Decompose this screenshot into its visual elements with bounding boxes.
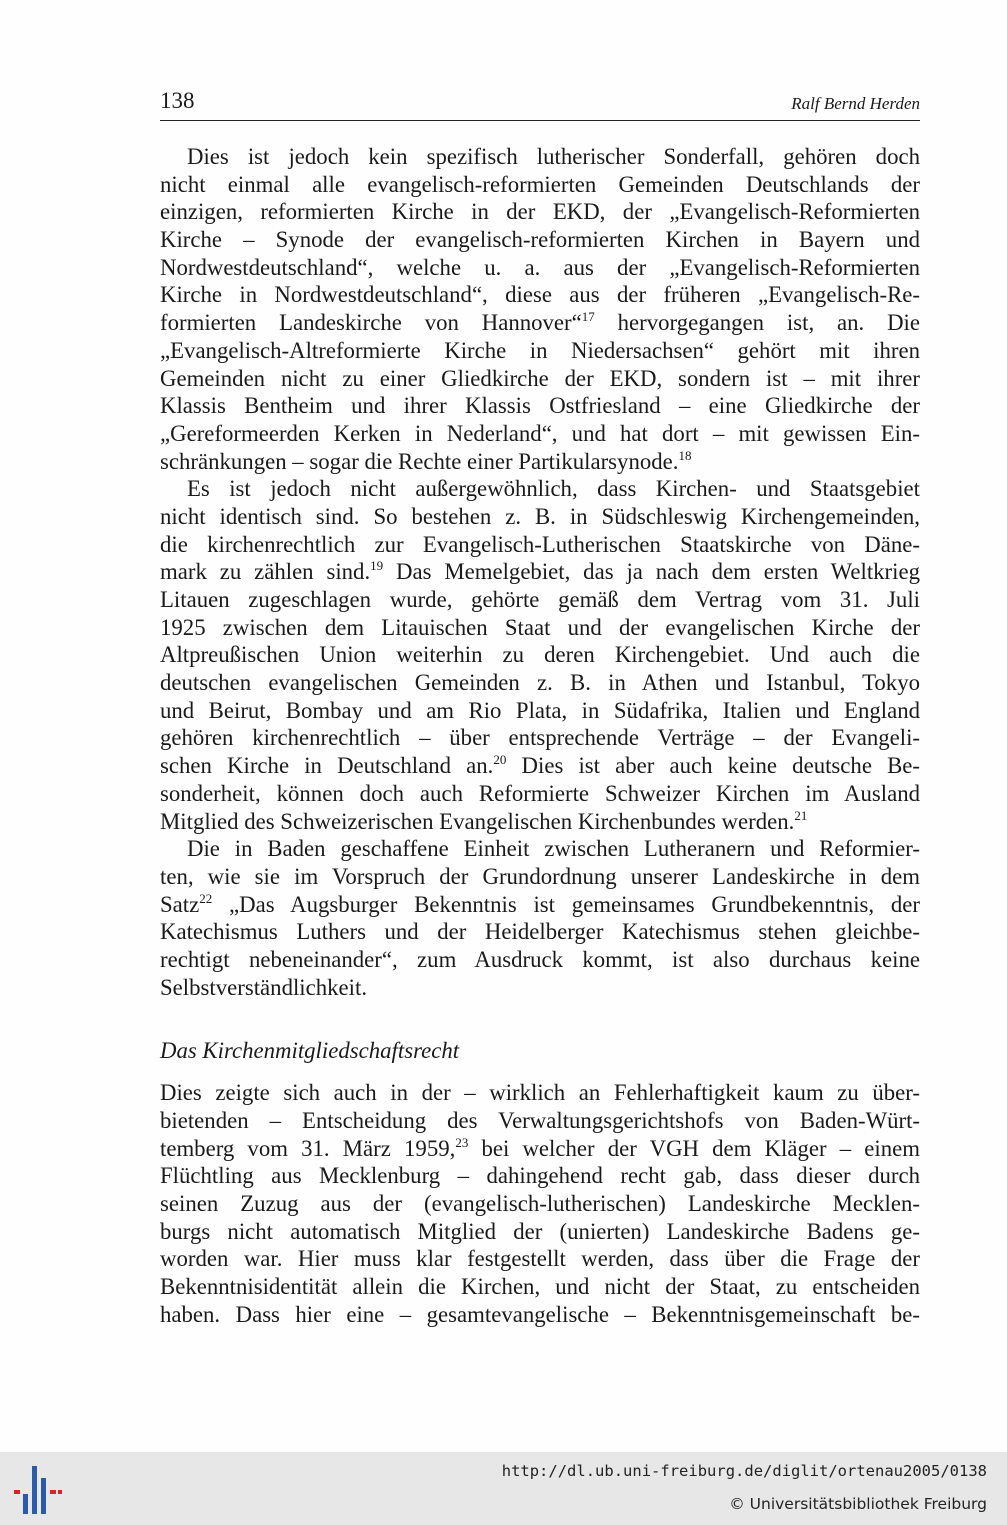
text-line: rechtigt nebeneinander“, zum Ausdruck kommt, ist also durchaus keine (160, 946, 920, 972)
text-line: und Beirut, Bombay und am Rio Plata, in Südafrika, Italien und England (160, 697, 920, 723)
heading-gap (160, 1071, 920, 1079)
text-line: Bekenntnisidentität allein die Kirchen, und nicht der Staat, zu entscheiden (160, 1274, 920, 1300)
text-line: Nordwestdeutschland“, welche u. a. aus der „Evangelisch-Reformierten (160, 254, 920, 280)
text-line: schränkungen – sogar die Rechte einer Partikularsynode.$^{18}$ (160, 447, 692, 474)
text-line: Mitglied des Schweizerischen Evangelischen Kirchenbundes werden.$^{21}$ (160, 807, 808, 834)
text-line: gehören kirchenrechtlich – über entsprechende Verträge – der Evangeli- (160, 725, 920, 751)
text-line: ten, wie sie im Vorspruch der Grundordnung unserer Landeskirche in dem (160, 863, 920, 889)
text-line: Flüchtling aus Mecklenburg – dahingehend recht gab, dass dieser durch (160, 1163, 920, 1189)
text-line: Gemeinden nicht zu einer Gliedkirche der EKD, sondern ist – mit ihrer (160, 365, 920, 391)
text-line: Altpreußischen Union weiterhin zu deren Kirchengebiet. Und auch die (160, 642, 920, 668)
text-line: schen Kirche in Deutschland an.$^{20}$ Dies ist aber auch keine deutsche Be- (160, 752, 920, 779)
copyright-text: © Universitätsbibliothek Freiburg (729, 1495, 987, 1513)
text-line: Dies zeigte sich auch in der – wirklich an Fehlerhaftigkeit kaum zu über- (160, 1080, 920, 1106)
library-footer (0, 1452, 1007, 1525)
paragraph-4 (160, 1079, 920, 1328)
text-line: worden war. Hier muss klar festgestellt werden, dass über die Frage der (160, 1246, 920, 1272)
text-line: „Evangelisch-Altreformierte Kirche in Niedersachsen“ gehört mit ihren (160, 337, 920, 363)
footnote-ref: 20 (493, 752, 507, 768)
text-line: burgs nicht automatisch Mitglied der (unierten) Landeskirche Badens ge- (160, 1218, 920, 1244)
text-line: Klassis Bentheim und ihrer Klassis Ostfriesland – eine Gliedkirche der (160, 393, 920, 419)
text-line: nicht identisch sind. So bestehen z. B. in Südschleswig Kirchengemeinden, (160, 503, 920, 529)
page-number: 138 (160, 88, 195, 113)
text-line: Satz$^{22}$ „Das Augsburger Bekenntnis ist gemeinsames Grundbekenntnis, der (160, 890, 920, 917)
document-url-link[interactable]: http://dl.ub.uni-freiburg.de/diglit/ortenau2005/0138 (501, 1462, 987, 1480)
paragraph-2 (160, 475, 920, 835)
text-line: die kirchenrechtlich zur Evangelisch-Lutherischen Staatskirche von Däne- (160, 531, 920, 557)
section-gap (160, 1001, 920, 1037)
text-line: Dies ist jedoch kein spezifisch lutherischer Sonderfall, gehören doch (187, 144, 920, 169)
footnote-ref: 17 (581, 309, 595, 325)
text-line: mark zu zählen sind.$^{19}$ Das Memelgebiet, das ja nach dem ersten Weltkrieg (160, 558, 920, 585)
text-line: sonderheit, können doch auch Reformierte Schweizer Kirchen im Ausland (160, 780, 920, 806)
text-line: 1925 zwischen dem Litauischen Staat und der evangelischen Kirche der (160, 614, 920, 640)
paragraph-3 (160, 835, 920, 1001)
ub-freiburg-logo-icon (14, 1464, 62, 1516)
text-line: bietenden – Entscheidung des Verwaltungsgerichtshofs von Baden-Würt- (160, 1108, 920, 1133)
text-line: Die in Baden geschaffene Einheit zwischen Lutheranern und Reformier- (187, 836, 920, 862)
text-line: Es ist jedoch nicht außergewöhnlich, dass Kirchen- und Staatsgebiet (187, 476, 920, 502)
page-header (160, 88, 920, 121)
text-line: Litauen zugeschlagen wurde, gehörte gemäß dem Vertrag vom 31. Juli (160, 587, 920, 612)
text-line: Selbstverständlichkeit. (160, 974, 368, 1000)
footnote-ref: 18 (678, 447, 692, 463)
text-line: temberg vom 31. März 1959,23 bei welcher der VGH dem Kläger – einem (160, 1134, 920, 1161)
text-line: Kirche in Nordwestdeutschland“, diese aus der früheren „Evangelisch-Re- (160, 282, 920, 308)
text-line: einzigen, reformierten Kirche in der EKD, der „Evangelisch-Reformierten (160, 199, 920, 225)
text-line: seinen Zuzug aus der (evangelisch-lutherischen) Landeskirche Mecklen- (160, 1191, 920, 1217)
running-head-author: Ralf Bernd Herden (791, 94, 920, 113)
section-heading: Das Kirchenmitgliedschaftsrecht (160, 1038, 460, 1064)
text-line: formierten Landeskirche von Hannover“$^{17}$ hervorgegangen ist, an. Die (160, 309, 920, 336)
text-line: „Gereformeerden Kerken in Nederland“, und hat dort – mit gewissen Ein- (160, 420, 920, 446)
text-line: haben. Dass hier eine – gesamtevangelische – Bekenntnisgemeinschaft be- (160, 1301, 920, 1327)
footnote-ref: 23 (455, 1134, 469, 1150)
footnote-ref: 21 (794, 807, 808, 823)
footnote-ref: 22 (199, 890, 213, 906)
footnote-ref: 19 (370, 558, 384, 574)
text-line: Katechismus Luthers und der Heidelberger Katechismus stehen gleichbe- (160, 919, 920, 945)
paragraph-1 (160, 143, 920, 475)
text-line: Kirche – Synode der evangelisch-reformierten Kirchen in Bayern und (160, 227, 920, 253)
body-text (160, 143, 920, 1329)
text-line: deutschen evangelischen Gemeinden z. B. in Athen und Istanbul, Tokyo (160, 670, 920, 696)
text-line: nicht einmal alle evangelisch-reformierten Gemeinden Deutschlands der (160, 171, 920, 197)
